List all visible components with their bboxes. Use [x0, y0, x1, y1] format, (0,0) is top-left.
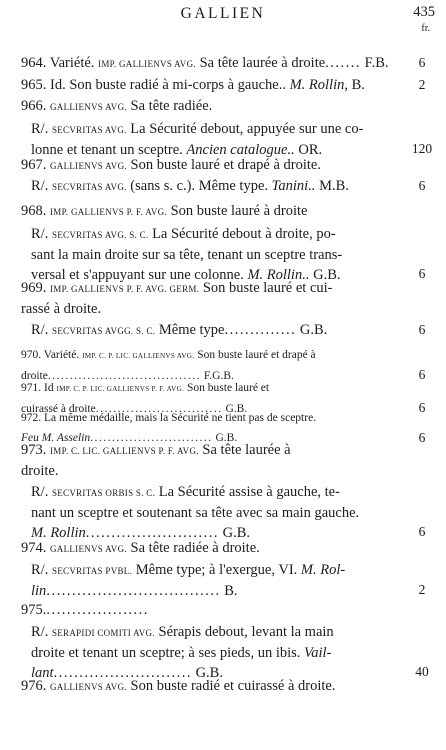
catalogue-entry [31, 560, 403, 601]
entry-text: lonne et tenant un sceptre. [31, 142, 187, 158]
entry-text: Son buste lauré et drapé à [194, 349, 316, 361]
catalogue-entry [21, 440, 393, 481]
legend-text: SECVRITAS ORBIS S. C. [51, 488, 156, 498]
entry-text: nant un sceptre et soutenant sa tête avec sa main gauche. [31, 505, 360, 521]
catalogue-entry [21, 201, 393, 222]
catalogue-entry [21, 75, 393, 95]
source-citation: M. Rollin.. [247, 267, 310, 283]
entry-line [21, 53, 393, 74]
entry-text: R/. [31, 121, 52, 137]
entry-line [31, 245, 403, 265]
entry-text: rassé à droite. [21, 301, 102, 317]
entry-text: sant la main droite sur sa tête, tenant un sceptre trans- [31, 247, 343, 263]
catalogue-entry [31, 119, 403, 160]
entry-text: OR. [294, 142, 323, 158]
price-value: 6 [418, 178, 426, 193]
price-value: 6 [418, 266, 426, 281]
leader-dots: ................................... [47, 370, 201, 382]
entry-text: R/. [31, 624, 52, 640]
entry-text: 968. [21, 203, 50, 219]
source-citation: Vail- [304, 645, 332, 661]
catalogue-entry [21, 53, 393, 74]
source-citation: lin [31, 583, 47, 599]
entry-text: 967. [21, 157, 50, 173]
catalogue-entry [31, 176, 403, 197]
catalogue-entry [31, 622, 403, 683]
entry-line [31, 643, 403, 663]
entry-line [21, 278, 393, 299]
entry-text: 971. Id [21, 382, 57, 394]
entry-text: droite. [21, 463, 59, 479]
entry-text: La Sécurité assise à gauche, te- [155, 484, 340, 500]
source-citation: M. Rollin [31, 525, 86, 541]
entry-line [21, 461, 393, 481]
entry-text: Son buste lauré et drapé à droite. [126, 157, 321, 173]
entry-text: 976. [21, 678, 50, 694]
legend-text: IMP. GALLIENVS P. F. AVG. GERM. [50, 284, 200, 294]
entry-text: Sa tête laurée à [198, 442, 291, 458]
entry-text: R/. [31, 178, 52, 194]
leader-dots: ............................ [90, 432, 213, 444]
page-number: 435 [413, 4, 435, 20]
entry-line [31, 622, 403, 643]
entry-text: Sa tête radiée. [126, 98, 213, 114]
entry-text: Son buste lauré à droite [166, 203, 308, 219]
entry-line [31, 176, 403, 197]
legend-text: IMP. GALLIENVS AVG. [98, 59, 196, 69]
entry-line [21, 440, 393, 461]
catalogue-entry [31, 320, 403, 341]
entry-line [31, 320, 403, 341]
entry-text: 966. [21, 98, 50, 114]
entry-text: F.B. [361, 55, 389, 71]
price-value: 6 [418, 400, 426, 415]
entry-text: 970. Variété. [21, 349, 83, 361]
entry-text: 964. Variété. [21, 55, 99, 71]
entry-line [21, 676, 393, 697]
price-value: 40 [415, 664, 429, 679]
entry-text: cuirassé à droite [21, 403, 96, 415]
entry-text: 972. La même médaille, mais la Sécurité ne tient pas de sceptre. [21, 412, 317, 424]
price-unit-label: fr. [421, 23, 430, 34]
catalogue-entry [31, 482, 403, 543]
catalogue-entry [21, 96, 393, 117]
entry-text: B. [220, 583, 238, 599]
legend-text: SECVRITAS PVBL. [51, 566, 133, 576]
entry-text: 965. Id. Son buste radié à mi-corps à gauche.. [21, 77, 290, 93]
entry-line [21, 600, 393, 620]
entry-text: R/. [31, 226, 52, 242]
entry-line [31, 482, 403, 503]
entry-text: Son buste radié et cuirassé à droite. [126, 678, 336, 694]
entry-text: droite et tenant un sceptre; à ses pieds, un ibis. [31, 645, 305, 661]
entry-text: G.B. [219, 525, 251, 541]
page-title: GALLIEN [180, 5, 266, 22]
entry-text: Même type; à l'exergue, VI. [132, 562, 301, 578]
entry-text: R/. [31, 322, 52, 338]
legend-text: SERAPIDI COMITI AVG. [51, 628, 155, 638]
entry-line [21, 299, 393, 319]
entry-text: La Sécurité debout, appuyée sur une co- [126, 121, 364, 137]
legend-text: GALLIENVS AVG. [50, 161, 127, 171]
source-citation: Tanini.. [271, 178, 316, 194]
entry-line [31, 581, 403, 601]
source-citation: Feu M. Asselin [21, 432, 91, 444]
legend-text: GALLIENVS AVG. [50, 102, 127, 112]
entry-line [21, 96, 393, 117]
entry-text: Son buste lauré et [184, 382, 270, 394]
entry-text: G.B. [212, 432, 238, 444]
catalogue-entry [31, 224, 403, 285]
entry-text: G.B. [222, 403, 248, 415]
entry-text: droite [21, 370, 48, 382]
source-citation: Ancien catalogue.. [186, 142, 295, 158]
legend-text: SECVRITAS AVG. [51, 125, 127, 135]
entry-text: G.B. [191, 665, 223, 681]
entry-line [31, 119, 403, 140]
entry-text: versal et s'appuyant sur une colonne. [31, 267, 248, 283]
entry-line [21, 378, 393, 399]
entry-text: (sans s. c.). Même type. [126, 178, 272, 194]
legend-text: IMP. C. LIC. GALLIENVS P. F. AVG. [50, 446, 199, 456]
legend-text: SECVRITAS AVG. [51, 182, 127, 192]
source-citation: M. Rollin [289, 77, 345, 93]
price-value: 6 [418, 367, 426, 382]
entry-line [21, 345, 393, 366]
leader-dots: ............................. [95, 403, 223, 415]
legend-text: SECVRITAS AVG. S. C. [51, 230, 149, 240]
leader-dots: ....... [325, 55, 362, 71]
entry-text: Sa tête laurée à droite [195, 55, 326, 71]
entry-text: 975. [21, 602, 47, 618]
entry-text: , B. [344, 77, 365, 93]
catalogue-entry [21, 278, 393, 319]
leader-dots: .................................. [46, 583, 221, 599]
entry-text: F.G.B. [200, 370, 234, 382]
legend-text: IMP. C. P. LIC. GALLIENVS P. F. AVG. [56, 385, 185, 393]
entry-text: M.B. [315, 178, 349, 194]
legend-text: GALLIENVS AVG. [50, 682, 127, 692]
price-value: 6 [418, 430, 426, 445]
legend-text: GALLIENVS AVG. [50, 544, 127, 554]
entry-line [21, 155, 393, 176]
price-value: 6 [418, 524, 426, 539]
entry-line [31, 224, 403, 245]
entry-line [21, 201, 393, 222]
entry-text: Sa tête radiée à droite. [126, 540, 260, 556]
legend-text: SECVRITAS AVGG. S. C. [51, 326, 156, 336]
leader-dots: .................... [46, 602, 149, 618]
price-value: 2 [418, 582, 426, 597]
catalogue-entry [21, 155, 393, 176]
leader-dots: ........................... [53, 665, 192, 681]
entry-text: R/. [31, 484, 52, 500]
entry-text: Sérapis debout, levant la main [154, 624, 334, 640]
entry-text: 969. [21, 280, 50, 296]
leader-dots: .............. [224, 322, 297, 338]
entry-line [31, 503, 403, 523]
entry-line [21, 538, 393, 559]
source-citation: M. Rol- [300, 562, 346, 578]
entry-line [31, 560, 403, 581]
price-value: 120 [411, 141, 433, 156]
catalogue-entry [21, 600, 393, 620]
source-citation: lant [31, 665, 54, 681]
legend-text: IMP. GALLIENVS P. F. AVG. [50, 207, 167, 217]
catalogue-entry [21, 676, 393, 697]
price-value: 6 [418, 55, 426, 70]
entry-text: G.B. [309, 267, 341, 283]
entry-text: 973. [21, 442, 50, 458]
entry-line [21, 408, 393, 428]
entry-text: Même type [155, 322, 225, 338]
leader-dots: .......................... [85, 525, 220, 541]
price-value: 2 [418, 77, 426, 92]
entry-text: R/. [31, 562, 52, 578]
legend-text: IMP. C. P. LIC. GALLIENVS AVG. [82, 352, 195, 360]
entry-text: La Sécurité debout à droite, po- [148, 226, 336, 242]
entry-text: G.B. [296, 322, 328, 338]
price-value: 6 [418, 322, 426, 337]
entry-text: 974. [21, 540, 50, 556]
catalogue-entry [21, 538, 393, 559]
entry-line [21, 75, 393, 95]
entry-text: Son buste lauré et cui- [199, 280, 333, 296]
